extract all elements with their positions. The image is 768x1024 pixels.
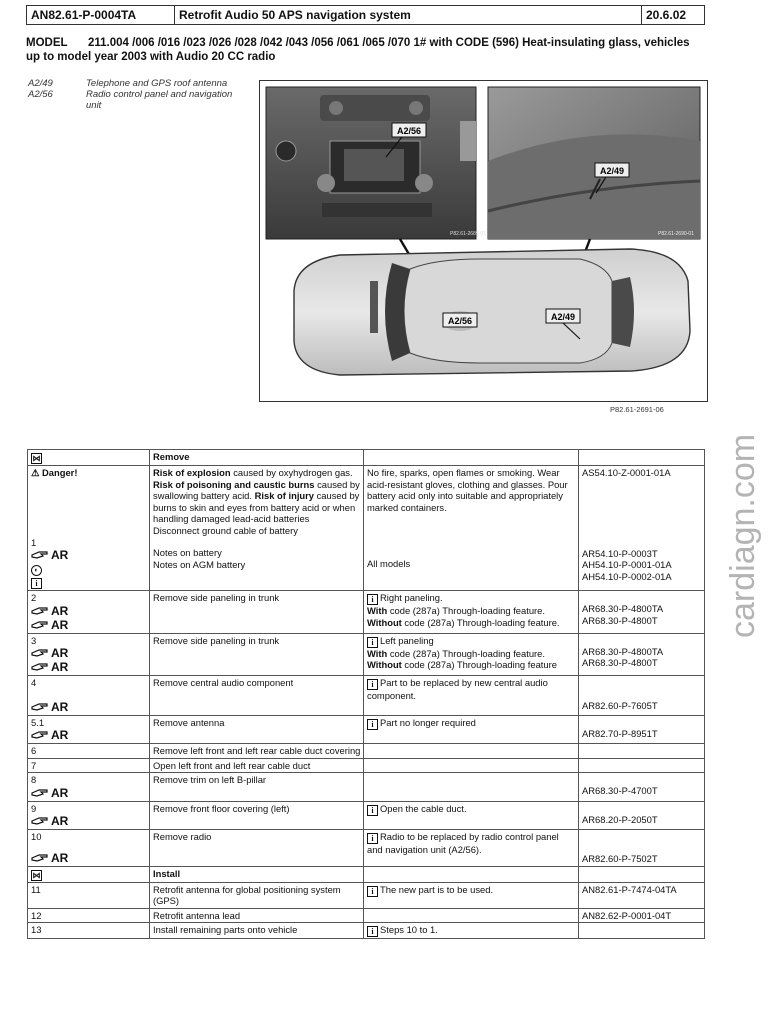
car-top-view <box>294 249 690 375</box>
step-text: Retrofit antenna for global positioning system (GPS) <box>150 882 364 908</box>
hand-pointer-icon <box>31 816 49 826</box>
doc-title: Retrofit Audio 50 APS navigation system <box>175 6 642 24</box>
legend-key: A2/56 <box>28 89 53 100</box>
hand-pointer-icon <box>31 730 49 740</box>
ar-label: AR <box>51 850 69 865</box>
info-icon: i <box>367 886 378 897</box>
step-number: 5.1 <box>31 716 45 728</box>
remove-heading: Remove <box>150 450 364 466</box>
watermark-text: cardiagn.com <box>724 433 762 638</box>
info-icon: i <box>367 679 378 690</box>
callout-a249-car: A2/49 <box>550 312 576 322</box>
hand-pointer-icon <box>31 702 49 712</box>
note-text: Notes on AGM battery <box>153 558 246 570</box>
photo1-ref: P82.61-2689-01 <box>450 231 486 237</box>
info-icon: i <box>367 637 378 648</box>
legend-key: A2/49 <box>28 78 53 89</box>
step-number: 4 <box>31 677 37 688</box>
figure-drawing <box>260 81 707 401</box>
step-text: Remove central audio component <box>150 676 364 716</box>
doc-reference: AR82.60-P-7502T <box>582 853 658 864</box>
table-row <box>28 908 705 923</box>
info-icon: i <box>367 805 378 816</box>
callout-a256-car: A2/56 <box>447 316 473 326</box>
step-number: 1 <box>31 536 37 548</box>
step-number: 2 <box>31 592 37 603</box>
doc-date: 20.6.02 <box>646 8 687 22</box>
doc-reference: AN82.61-P-7474-04TA <box>579 882 705 908</box>
step-number: 10 <box>31 831 42 842</box>
step-text: Remove left front and left rear cable duct covering <box>150 744 364 759</box>
step-text: Remove front floor covering (left) <box>150 801 364 830</box>
warning-icon: ⚠ <box>31 467 40 478</box>
ar-label: AR <box>51 814 69 828</box>
step-number: 11 <box>28 882 150 908</box>
info-icon: i <box>367 719 378 730</box>
doc-id: AN82.61-P-0004TA <box>27 6 175 24</box>
step-number: 9 <box>31 802 37 814</box>
watermark <box>724 386 764 642</box>
doc-reference: AH54.10-P-0002-01A <box>582 570 672 582</box>
model-line <box>26 36 706 64</box>
step-text: Remove side paneling in trunk <box>150 633 364 676</box>
figure-legend <box>28 78 246 111</box>
doc-reference: AR54.10-P-0003T <box>582 547 658 559</box>
step-text: Remove side paneling in trunk <box>150 591 364 634</box>
doc-reference: AR68.30-P-4800TA <box>582 645 664 657</box>
roof-photo <box>488 87 700 239</box>
doc-reference: AR68.30-P-4800TA <box>582 603 664 614</box>
hand-pointer-icon <box>31 550 49 560</box>
table-row <box>28 773 705 802</box>
remove-icon: ⋈ <box>32 454 41 463</box>
doc-reference: AR68.30-P-4800T <box>582 614 658 626</box>
doc-reference: AR68.30-P-4800T <box>582 657 658 668</box>
ar-label: AR <box>51 603 69 618</box>
installation-figure <box>259 80 708 402</box>
ar-label: AR <box>51 728 69 742</box>
step-text: Remove radio <box>150 830 364 867</box>
legend-item <box>28 78 246 89</box>
info-icon: i <box>367 926 378 937</box>
doc-reference: AR82.70-P-8951T <box>582 727 658 739</box>
doc-reference: AN82.62-P-0001-04T <box>579 908 705 923</box>
document-header <box>26 5 705 25</box>
doc-reference: AR68.20-P-2050T <box>582 813 658 825</box>
model-text: 211.004 /006 /016 /023 /026 /028 /042 /043 /056 /061 /065 /070 1# with CODE (596) Heat-insulating glass, vehicles up to model year 2003 with Audio 20 CC radio <box>26 37 690 63</box>
danger-label: Danger! <box>42 467 78 478</box>
step-number: 3 <box>31 634 37 646</box>
hand-pointer-icon <box>31 853 49 863</box>
photo2-ref: P82.61-2690-01 <box>658 231 694 237</box>
hand-pointer-icon <box>31 648 49 658</box>
step-text: Disconnect ground cable of battery <box>153 524 298 536</box>
figure-ref: P82.61-2691-06 <box>610 405 664 414</box>
note-text: Notes on battery <box>153 547 222 558</box>
legend-item <box>28 89 246 111</box>
step-text: Install remaining parts onto vehicle <box>150 923 364 939</box>
table-row: 2 AR AR Remove side paneling in trunk i Right paneling. With code (287a) Through-loading feature. Without code (287a) Through-loading feature. AR68.30-P-4800TA AR68.30-P-4800T <box>28 591 705 634</box>
step-text: Retrofit antenna lead <box>150 908 364 923</box>
legend-desc: Telephone and GPS roof antenna <box>86 78 228 89</box>
step-number: 6 <box>28 744 150 759</box>
ar-label: AR <box>51 699 69 714</box>
table-row <box>28 758 705 773</box>
step-number: 12 <box>28 908 150 923</box>
info-icon: i <box>367 833 378 844</box>
ar-label: AR <box>51 660 69 674</box>
ar-label: AR <box>51 785 69 800</box>
section-row-install <box>28 866 705 882</box>
procedure-table <box>27 449 705 939</box>
table-row: 9 AR Remove front floor covering (left) i Open the cable duct. AR68.20-P-2050T <box>28 801 705 830</box>
callout-a256-photo: A2/56 <box>396 126 422 136</box>
doc-reference: AH54.10-P-0001-01A <box>582 559 672 570</box>
model-label: MODEL <box>26 37 68 49</box>
install-heading: Install <box>150 866 364 882</box>
step-number: 8 <box>31 774 37 785</box>
doc-reference: AR82.60-P-7605T <box>582 700 658 711</box>
hand-pointer-icon <box>31 788 49 798</box>
hand-pointer-icon <box>31 662 49 672</box>
table-row: 13 Install remaining parts onto vehicle i Steps 10 to 1. <box>28 923 705 939</box>
step-number: 7 <box>28 758 150 773</box>
callout-a249-photo: A2/49 <box>599 166 625 176</box>
doc-reference: AS54.10-Z-0001-01A <box>582 467 671 478</box>
table-row: 4 AR Remove central audio component i Part to be replaced by new central audio component. AR82.60-P-7605T <box>28 676 705 716</box>
table-row: 5.1 AR Remove antenna i Part no longer required AR82.70-P-8951T <box>28 715 705 744</box>
step-text: Remove antenna <box>150 715 364 744</box>
table-row: 10 AR Remove radio i Radio to be replaced by radio control panel and navigation unit (A2/56). AR82.60-P-7502T <box>28 830 705 867</box>
table-row: 3 AR AR Remove side paneling in trunk i Left paneling With code (287a) Through-loading feature. Without code (287a) Through-loading feature AR68.30-P-4800TA AR68.30-P-4800T <box>28 633 705 676</box>
info-icon: i <box>31 578 42 589</box>
legend-desc: Radio control panel and navigation unit <box>86 89 233 111</box>
install-icon: ⋈ <box>32 870 41 880</box>
hand-pointer-icon <box>31 606 49 616</box>
danger-precautions: No fire, sparks, open flames or smoking. Wear acid-resistant gloves, clothing and glasses. Pour battery acid only into suitable and appropriately marked containers. <box>367 467 568 513</box>
table-row: 11 Retrofit antenna for global positioning system (GPS) i The new part is to be used. AN82.61-P-7474-04TA <box>28 882 705 908</box>
danger-text: Risk of explosion caused by oxyhydrogen gas. Risk of poisoning and caustic burns caused by swallowing battery acid. Risk of injury caused by burns to skin and eyes from battery acid or when handling damaged lead-acid batteries <box>153 467 360 524</box>
table-row <box>28 744 705 759</box>
ar-label: AR <box>51 646 69 660</box>
ar-label: AR <box>51 548 69 562</box>
ar-label: AR <box>51 617 69 632</box>
table-row <box>28 466 705 591</box>
step-text: Remove trim on left B-pillar <box>150 773 364 802</box>
step-text: Open left front and left rear cable duct <box>150 758 364 773</box>
note-circle-icon: ◐ <box>31 565 42 576</box>
dashboard-photo <box>266 87 486 239</box>
note-scope: All models <box>367 558 411 569</box>
hand-pointer-icon <box>31 620 49 630</box>
info-icon: i <box>367 594 378 605</box>
doc-reference: AR68.30-P-4700T <box>582 785 658 796</box>
step-number: 13 <box>28 923 150 939</box>
section-row-remove <box>28 450 705 466</box>
